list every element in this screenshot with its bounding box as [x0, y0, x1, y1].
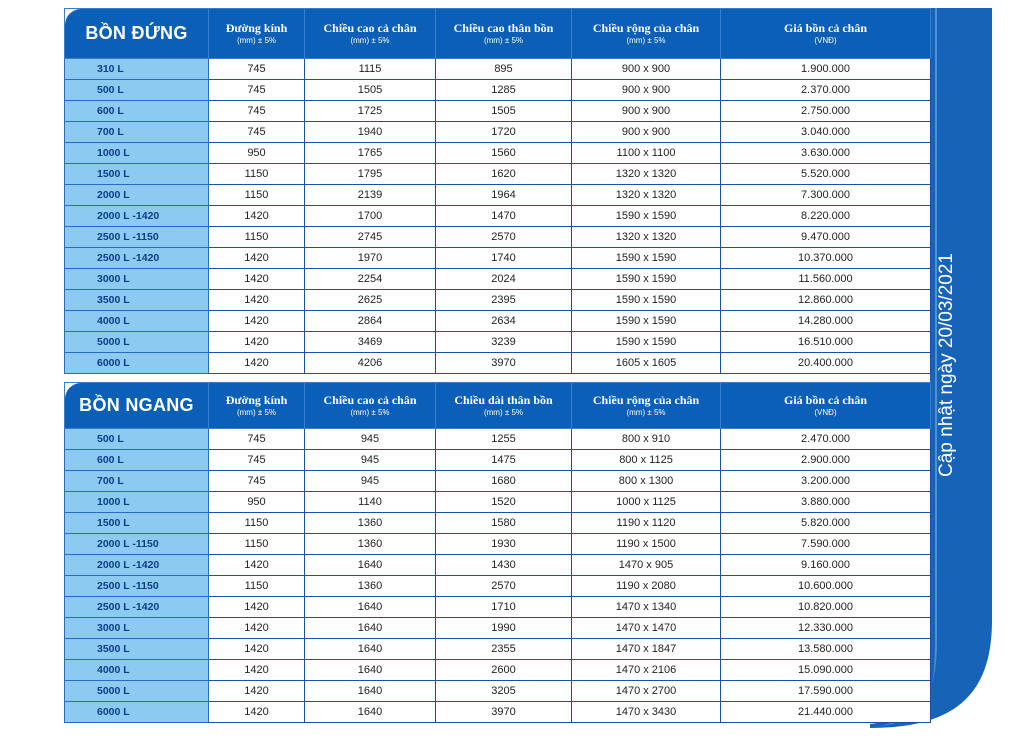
tank-capacity-label: 2500 L -1420 [65, 597, 209, 618]
table-cell: 7.300.000 [721, 185, 931, 206]
table-cell: 1640 [305, 618, 436, 639]
column-header-main: Đường kính [225, 392, 288, 407]
table-cell: 1420 [209, 597, 305, 618]
table-cell: 4206 [305, 353, 436, 374]
table-row [65, 513, 931, 534]
tank-capacity-label: 500 L [65, 429, 209, 450]
table-cell: 1360 [305, 534, 436, 555]
table-cell: 3205 [436, 681, 572, 702]
column-header-main: Đường kính [225, 20, 288, 35]
table-cell: 745 [209, 429, 305, 450]
tank-capacity-label: 3500 L [65, 639, 209, 660]
column-header [436, 383, 572, 429]
table-cell: 1190 x 1120 [572, 513, 721, 534]
table-cell: 1150 [209, 576, 305, 597]
table-cell: 3.880.000 [721, 492, 931, 513]
table-row [65, 59, 931, 80]
tank-capacity-label: 310 L [65, 59, 209, 80]
tank-capacity-label: 700 L [65, 122, 209, 143]
tank-capacity-label: 5000 L [65, 332, 209, 353]
column-header-unit: (VNĐ) [814, 35, 837, 45]
table-cell: 1740 [436, 248, 572, 269]
table-cell: 2634 [436, 311, 572, 332]
table-cell: 12.330.000 [721, 618, 931, 639]
table-row [65, 143, 931, 164]
table-cell: 21.440.000 [721, 702, 931, 723]
column-header-main: Chiều rộng của chân [592, 392, 700, 407]
table-cell: 1605 x 1605 [572, 353, 721, 374]
table-cell: 745 [209, 471, 305, 492]
column-header-main: Chiều cao cả chân [323, 392, 417, 407]
tank-capacity-label: 3000 L [65, 269, 209, 290]
table-cell: 20.400.000 [721, 353, 931, 374]
tank-capacity-label: 3000 L [65, 618, 209, 639]
table-cell: 1475 [436, 450, 572, 471]
table-row [65, 555, 931, 576]
column-header-unit: (mm) ± 5% [236, 35, 277, 45]
column-header [305, 9, 436, 59]
table-cell: 1590 x 1590 [572, 332, 721, 353]
table-cell: 2139 [305, 185, 436, 206]
tank-capacity-label: 2500 L -1150 [65, 227, 209, 248]
table-row [65, 450, 931, 471]
column-header [305, 383, 436, 429]
table-cell: 1470 x 1470 [572, 618, 721, 639]
table-cell: 745 [209, 59, 305, 80]
table-cell: 1710 [436, 597, 572, 618]
table-cell: 1360 [305, 576, 436, 597]
table-cell: 2395 [436, 290, 572, 311]
header-row [65, 383, 931, 429]
table-cell: 1470 [436, 206, 572, 227]
table-cell: 1990 [436, 618, 572, 639]
tank-capacity-label: 4000 L [65, 311, 209, 332]
tank-capacity-label: 1500 L [65, 513, 209, 534]
table-cell: 1.900.000 [721, 59, 931, 80]
table-cell: 1420 [209, 639, 305, 660]
table-cell: 2.900.000 [721, 450, 931, 471]
table-cell: 10.820.000 [721, 597, 931, 618]
table-row [65, 227, 931, 248]
table-cell: 1470 x 2700 [572, 681, 721, 702]
table-cell: 800 x 1300 [572, 471, 721, 492]
table-cell: 895 [436, 59, 572, 80]
table-cell: 1190 x 1500 [572, 534, 721, 555]
table-row [65, 597, 931, 618]
table-cell: 11.560.000 [721, 269, 931, 290]
table-cell: 1420 [209, 681, 305, 702]
table-row [65, 290, 931, 311]
table-row [65, 101, 931, 122]
table-cell: 900 x 900 [572, 122, 721, 143]
table-cell: 1470 x 2106 [572, 660, 721, 681]
table-row [65, 702, 931, 723]
table-cell: 17.590.000 [721, 681, 931, 702]
table-cell: 1150 [209, 534, 305, 555]
table-row [65, 353, 931, 374]
horizontal-tank-table [64, 382, 931, 723]
tank-capacity-label: 2000 L -1420 [65, 206, 209, 227]
table-cell: 1590 x 1590 [572, 248, 721, 269]
table-cell: 3970 [436, 353, 572, 374]
table-cell: 10.600.000 [721, 576, 931, 597]
table-cell: 1150 [209, 164, 305, 185]
table-cell: 1560 [436, 143, 572, 164]
table-cell: 15.090.000 [721, 660, 931, 681]
column-header-main: Chiều cao thân bồn [453, 20, 554, 35]
table-cell: 1470 x 1340 [572, 597, 721, 618]
table-cell: 1590 x 1590 [572, 290, 721, 311]
column-header [209, 383, 305, 429]
table-cell: 950 [209, 492, 305, 513]
table-cell: 1420 [209, 332, 305, 353]
table-cell: 1470 x 905 [572, 555, 721, 576]
column-header-unit: (mm) ± 5% [350, 35, 390, 45]
table-cell: 1765 [305, 143, 436, 164]
table-row [65, 311, 931, 332]
column-header-main: Giá bồn cả chân [783, 20, 867, 35]
column-header-unit: (mm) ± 5% [626, 407, 666, 417]
table-cell: 2.370.000 [721, 80, 931, 101]
table-cell: 5.520.000 [721, 164, 931, 185]
table-cell: 3970 [436, 702, 572, 723]
table-cell: 3239 [436, 332, 572, 353]
column-header [721, 383, 931, 429]
table-cell: 1320 x 1320 [572, 185, 721, 206]
table-cell: 1620 [436, 164, 572, 185]
table-title: BỒN ĐỨNG [65, 9, 209, 59]
table-row [65, 681, 931, 702]
table-cell: 1420 [209, 618, 305, 639]
table-title: BỒN NGANG [65, 383, 209, 429]
table-cell: 800 x 1125 [572, 450, 721, 471]
table-cell: 14.280.000 [721, 311, 931, 332]
table-cell: 1520 [436, 492, 572, 513]
table-row [65, 660, 931, 681]
table-cell: 1420 [209, 269, 305, 290]
column-header [572, 9, 721, 59]
table-cell: 1640 [305, 597, 436, 618]
column-header [209, 9, 305, 59]
table-cell: 2024 [436, 269, 572, 290]
column-header-main: Chiều rộng của chân [592, 20, 700, 35]
tank-capacity-label: 1000 L [65, 492, 209, 513]
table-cell: 800 x 910 [572, 429, 721, 450]
table-cell: 1725 [305, 101, 436, 122]
table-cell: 1100 x 1100 [572, 143, 721, 164]
table-cell: 900 x 900 [572, 59, 721, 80]
table-cell: 1320 x 1320 [572, 227, 721, 248]
table-cell: 1420 [209, 660, 305, 681]
table-row [65, 332, 931, 353]
table-cell: 1640 [305, 639, 436, 660]
table-cell: 945 [305, 450, 436, 471]
table-row [65, 269, 931, 290]
table-row [65, 164, 931, 185]
table-cell: 900 x 900 [572, 80, 721, 101]
table-cell: 950 [209, 143, 305, 164]
table-cell: 1964 [436, 185, 572, 206]
column-header-main: Chiều cao cả chân [323, 20, 417, 35]
table-cell: 1590 x 1590 [572, 269, 721, 290]
table-cell: 2570 [436, 576, 572, 597]
table-cell: 3.200.000 [721, 471, 931, 492]
tank-capacity-label: 2000 L [65, 185, 209, 206]
table-cell: 3.040.000 [721, 122, 931, 143]
table-cell: 1640 [305, 702, 436, 723]
table-cell: 1420 [209, 555, 305, 576]
table-cell: 1590 x 1590 [572, 206, 721, 227]
tank-capacity-label: 4000 L [65, 660, 209, 681]
column-header-unit: (mm) ± 5% [483, 35, 524, 45]
table-cell: 5.820.000 [721, 513, 931, 534]
table-row [65, 429, 931, 450]
table-cell: 1420 [209, 702, 305, 723]
table-cell: 1140 [305, 492, 436, 513]
table-cell: 745 [209, 80, 305, 101]
table-cell: 745 [209, 101, 305, 122]
table-cell: 1420 [209, 248, 305, 269]
column-header [572, 383, 721, 429]
table-cell: 1580 [436, 513, 572, 534]
table-cell: 1420 [209, 353, 305, 374]
table-cell: 1115 [305, 59, 436, 80]
table-row [65, 471, 931, 492]
table-row [65, 80, 931, 101]
table-cell: 9.160.000 [721, 555, 931, 576]
table-cell: 1930 [436, 534, 572, 555]
tank-capacity-label: 2000 L -1150 [65, 534, 209, 555]
tank-capacity-label: 500 L [65, 80, 209, 101]
table-cell: 2.470.000 [721, 429, 931, 450]
table-row [65, 618, 931, 639]
table-cell: 2745 [305, 227, 436, 248]
table-row [65, 185, 931, 206]
column-header-unit: (mm) ± 5% [350, 407, 390, 417]
table-cell: 2.750.000 [721, 101, 931, 122]
table-row [65, 206, 931, 227]
horizontal-tank-section [64, 382, 930, 723]
table-cell: 12.860.000 [721, 290, 931, 311]
table-cell: 1940 [305, 122, 436, 143]
table-cell: 1470 x 3430 [572, 702, 721, 723]
update-date: Cập nhật ngày 20/03/2021 [936, 253, 957, 477]
table-cell: 1640 [305, 681, 436, 702]
table-cell: 1150 [209, 227, 305, 248]
table-row [65, 122, 931, 143]
column-header-unit: (mm) ± 5% [626, 35, 666, 45]
table-cell: 8.220.000 [721, 206, 931, 227]
column-header-unit: (VNĐ) [814, 407, 837, 417]
table-cell: 1505 [305, 80, 436, 101]
tank-capacity-label: 600 L [65, 101, 209, 122]
table-cell: 1150 [209, 185, 305, 206]
table-row [65, 492, 931, 513]
table-cell: 10.370.000 [721, 248, 931, 269]
tank-capacity-label: 2500 L -1150 [65, 576, 209, 597]
table-cell: 9.470.000 [721, 227, 931, 248]
standing-tank-table [64, 8, 931, 374]
table-cell: 1640 [305, 555, 436, 576]
table-cell: 7.590.000 [721, 534, 931, 555]
tank-capacity-label: 700 L [65, 471, 209, 492]
table-row [65, 534, 931, 555]
tank-capacity-label: 2500 L -1420 [65, 248, 209, 269]
table-cell: 1590 x 1590 [572, 311, 721, 332]
table-cell: 1255 [436, 429, 572, 450]
table-cell: 1190 x 2080 [572, 576, 721, 597]
table-cell: 1970 [305, 248, 436, 269]
table-row [65, 248, 931, 269]
table-cell: 1505 [436, 101, 572, 122]
tank-capacity-label: 1000 L [65, 143, 209, 164]
table-cell: 945 [305, 429, 436, 450]
table-cell: 1360 [305, 513, 436, 534]
table-cell: 1285 [436, 80, 572, 101]
table-cell: 1680 [436, 471, 572, 492]
table-cell: 1420 [209, 311, 305, 332]
tank-capacity-label: 1500 L [65, 164, 209, 185]
table-cell: 945 [305, 471, 436, 492]
tank-capacity-label: 5000 L [65, 681, 209, 702]
column-header-unit: (mm) ± 5% [236, 407, 277, 417]
tank-capacity-label: 2000 L -1420 [65, 555, 209, 576]
table-cell: 1320 x 1320 [572, 164, 721, 185]
table-cell: 1470 x 1847 [572, 639, 721, 660]
table-cell: 745 [209, 450, 305, 471]
column-header-main: Chiều dài thân bồn [454, 392, 553, 407]
table-cell: 13.580.000 [721, 639, 931, 660]
table-cell: 1420 [209, 290, 305, 311]
table-cell: 1430 [436, 555, 572, 576]
tank-capacity-label: 6000 L [65, 702, 209, 723]
table-cell: 1150 [209, 513, 305, 534]
table-cell: 2254 [305, 269, 436, 290]
table-cell: 2355 [436, 639, 572, 660]
table-cell: 2600 [436, 660, 572, 681]
column-header [721, 9, 931, 59]
table-row [65, 576, 931, 597]
header-row [65, 9, 931, 59]
standing-tank-section [64, 8, 930, 374]
table-cell: 1795 [305, 164, 436, 185]
tank-capacity-label: 6000 L [65, 353, 209, 374]
tank-capacity-label: 600 L [65, 450, 209, 471]
table-cell: 3.630.000 [721, 143, 931, 164]
column-header-unit: (mm) ± 5% [483, 407, 524, 417]
table-cell: 1000 x 1125 [572, 492, 721, 513]
column-header-main: Giá bồn cả chân [783, 392, 867, 407]
table-cell: 2570 [436, 227, 572, 248]
table-row [65, 639, 931, 660]
table-cell: 900 x 900 [572, 101, 721, 122]
table-cell: 3469 [305, 332, 436, 353]
table-cell: 1700 [305, 206, 436, 227]
table-cell: 745 [209, 122, 305, 143]
tank-capacity-label: 3500 L [65, 290, 209, 311]
table-cell: 1640 [305, 660, 436, 681]
table-cell: 1420 [209, 206, 305, 227]
table-cell: 2625 [305, 290, 436, 311]
column-header [436, 9, 572, 59]
table-cell: 1720 [436, 122, 572, 143]
table-cell: 16.510.000 [721, 332, 931, 353]
update-date-wrap [933, 240, 961, 490]
table-cell: 2864 [305, 311, 436, 332]
